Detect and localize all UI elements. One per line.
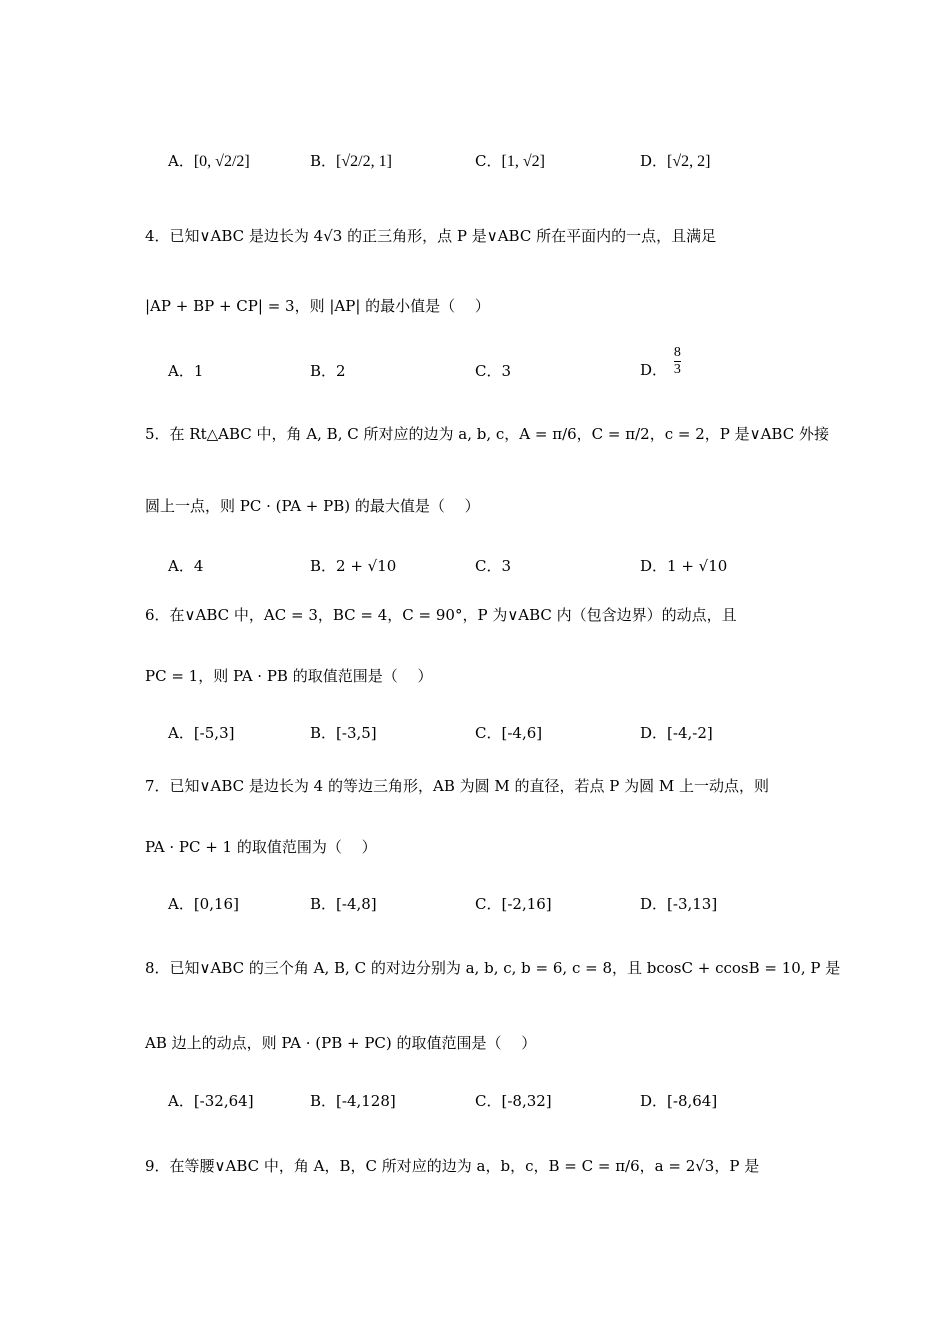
q4-option-b: B．2	[310, 362, 346, 380]
q7-option-c: C．[-2,16]	[475, 895, 552, 913]
q5-option-c: C．3	[475, 557, 512, 575]
q4-stem-line2: |AP + BP + CP| = 3，则 |AP| 的最小值是（ ）	[145, 297, 490, 315]
q4-option-d: D． $\frac{8}{3}$	[640, 345, 681, 379]
q8-option-d: D．[-8,64]	[640, 1092, 718, 1110]
q8-option-b: B．[-4,128]	[310, 1092, 396, 1110]
q7-stem-line2: PA · PC + 1 的取值范围为（ ）	[145, 838, 377, 856]
q3-option-c: C．[1, √2]	[475, 152, 545, 170]
q4-stem-line1: 4．已知∨ABC 是边长为 4√3 的正三角形，点 P 是∨ABC 所在平面内的一点，且满足	[145, 227, 717, 245]
q5-stem-line1: 5．在 Rt△ABC 中，角 A, B, C 所对应的边为 a, b, c，A = π/6，C = π/2，c = 2，P 是∨ABC 外接	[145, 425, 829, 443]
q4-option-a: A．1	[168, 362, 204, 380]
q6-option-b: B．[-3,5]	[310, 724, 377, 742]
q5-option-d: D．1 + √10	[640, 557, 728, 575]
q8-option-a: A．[-32,64]	[168, 1092, 254, 1110]
q5-option-b: B．2 + √10	[310, 557, 397, 575]
q9-stem-line1: 9．在等腰∨ABC 中，角 A，B，C 所对应的边为 a，b，c，B = C = π/6，a = 2√3，P 是	[145, 1157, 760, 1175]
q5-option-a: A．4	[168, 557, 204, 575]
q6-option-a: A．[-5,3]	[168, 724, 235, 742]
q8-stem-line1: 8．已知∨ABC 的三个角 A, B, C 的对边分别为 a, b, c, b = 6, c = 8，且 bcosC + ccosB = 10, P 是	[145, 959, 841, 977]
q5-stem-line2: 圆上一点，则 PC · (PA + PB) 的最大值是（ ）	[145, 497, 480, 515]
q8-option-c: C．[-8,32]	[475, 1092, 552, 1110]
q7-option-a: A．[0,16]	[168, 895, 239, 913]
q3-option-b: B．[√2/2, 1]	[310, 152, 392, 170]
q3-option-d: D．[√2, 2]	[640, 152, 711, 170]
q6-option-c: C．[-4,6]	[475, 724, 543, 742]
q7-stem-line1: 7．已知∨ABC 是边长为 4 的等边三角形，AB 为圆 M 的直径，若点 P 为圆 M 上一动点，则	[145, 777, 770, 795]
q6-stem-line1: 6．在∨ABC 中，AC = 3，BC = 4，C = 90°，P 为∨ABC 内（包含边界）的动点，且	[145, 606, 737, 624]
q4-option-c: C．3	[475, 362, 512, 380]
q6-stem-line2: PC = 1，则 PA · PB 的取值范围是（ ）	[145, 667, 433, 685]
q3-option-a: A．[0, √2/2]	[168, 152, 250, 170]
q7-option-b: B．[-4,8]	[310, 895, 377, 913]
q6-option-d: D．[-4,-2]	[640, 724, 713, 742]
q7-option-d: D．[-3,13]	[640, 895, 718, 913]
q8-stem-line2: AB 边上的动点，则 PA · (PB + PC) 的取值范围是（ ）	[145, 1034, 537, 1052]
